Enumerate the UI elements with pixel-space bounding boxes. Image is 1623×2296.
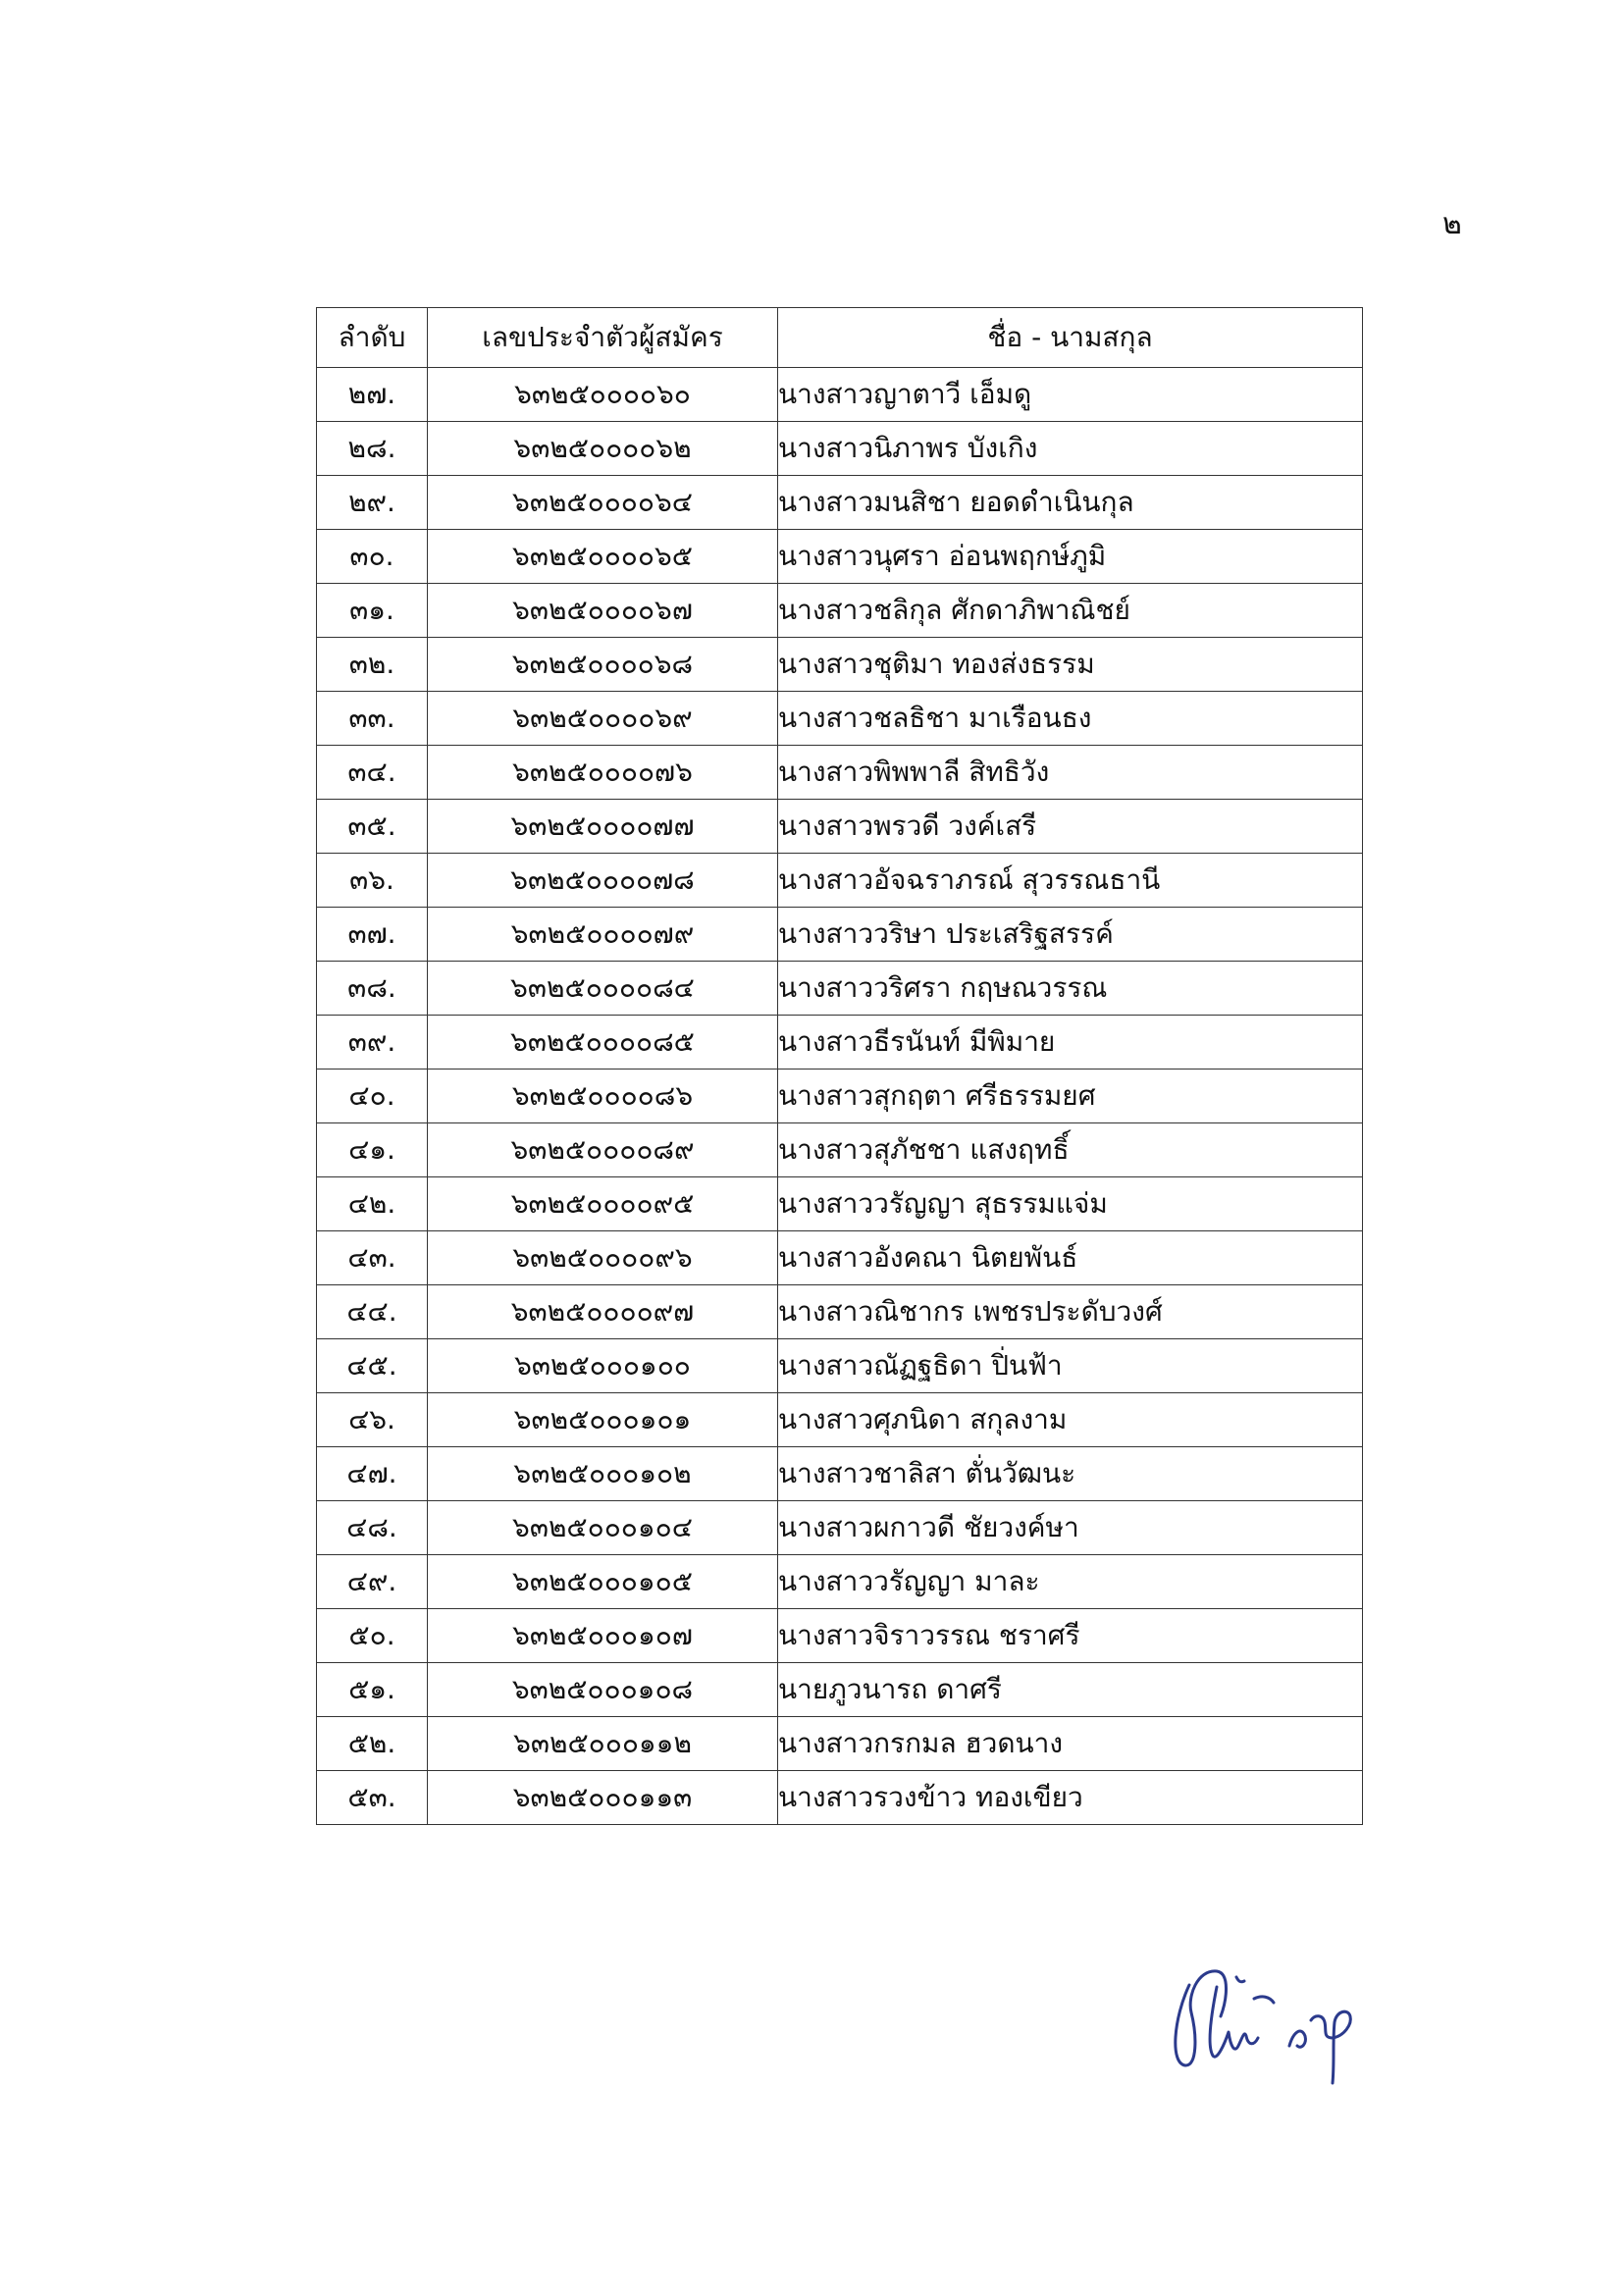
table-row	[317, 800, 1363, 854]
table-row	[317, 1663, 1363, 1717]
row-full-name-cell: นางสาวนุศรา อ่อนพฤกษ์ภูมิ	[778, 530, 1363, 584]
row-full-name-cell: นางสาวสุภัชชา แสงฤทธิ์	[778, 1123, 1363, 1177]
row-applicant-id-cell: ๖๓๒๕๐๐๐๐๗๘	[428, 854, 778, 908]
row-applicant-id-cell: ๖๓๒๕๐๐๐๐๙๕	[428, 1177, 778, 1231]
row-full-name-cell: นางสาวพิพพาลี สิทธิวัง	[778, 746, 1363, 800]
row-applicant-id-cell: ๖๓๒๕๐๐๐๑๐๗	[428, 1609, 778, 1663]
row-order-cell: ๕๓.	[317, 1771, 428, 1825]
row-applicant-id-cell: ๖๓๒๕๐๐๐๐๖๗	[428, 584, 778, 638]
row-order-cell: ๔๙.	[317, 1555, 428, 1609]
table-row	[317, 854, 1363, 908]
table-row	[317, 1447, 1363, 1501]
table-body	[317, 368, 1363, 1825]
row-full-name-cell: นางสาวจิราวรรณ ชราศรี	[778, 1609, 1363, 1663]
row-applicant-id-cell: ๖๓๒๕๐๐๐๐๗๖	[428, 746, 778, 800]
row-order-cell: ๒๗.	[317, 368, 428, 422]
table-row	[317, 584, 1363, 638]
row-applicant-id-cell: ๖๓๒๕๐๐๐๐๗๙	[428, 908, 778, 962]
row-full-name-cell: นางสาวศุภนิดา สกุลงาม	[778, 1393, 1363, 1447]
table-row	[317, 638, 1363, 692]
row-full-name-cell: นางสาวมนสิชา ยอดดำเนินกุล	[778, 476, 1363, 530]
row-full-name-cell: นางสาวอัจฉราภรณ์ สุวรรณธานี	[778, 854, 1363, 908]
row-applicant-id-cell: ๖๓๒๕๐๐๐๐๖๒	[428, 422, 778, 476]
row-order-cell: ๔๒.	[317, 1177, 428, 1231]
row-order-cell: ๔๖.	[317, 1393, 428, 1447]
row-full-name-cell: นางสาวธีรนันท์ มีพิมาย	[778, 1016, 1363, 1070]
row-full-name-cell: นางสาววริษา ประเสริฐสรรค์	[778, 908, 1363, 962]
row-applicant-id-cell: ๖๓๒๕๐๐๐๐๖๕	[428, 530, 778, 584]
row-applicant-id-cell: ๖๓๒๕๐๐๐๐๘๙	[428, 1123, 778, 1177]
row-applicant-id-cell: ๖๓๒๕๐๐๐๐๗๗	[428, 800, 778, 854]
row-order-cell: ๓๒.	[317, 638, 428, 692]
page-number: ๒	[1442, 207, 1462, 241]
row-full-name-cell: นางสาวณิชากร เพชรประดับวงศ์	[778, 1285, 1363, 1339]
row-order-cell: ๕๐.	[317, 1609, 428, 1663]
row-full-name-cell: นางสาวชลิกุล ศักดาภิพาณิชย์	[778, 584, 1363, 638]
table-row	[317, 1339, 1363, 1393]
row-order-cell: ๔๘.	[317, 1501, 428, 1555]
row-full-name-cell: นางสาววรัญญา สุธรรมแจ่ม	[778, 1177, 1363, 1231]
row-applicant-id-cell: ๖๓๒๕๐๐๐๐๖๘	[428, 638, 778, 692]
table-row	[317, 1123, 1363, 1177]
row-order-cell: ๓๘.	[317, 962, 428, 1016]
row-order-cell: ๓๖.	[317, 854, 428, 908]
row-order-cell: ๓๔.	[317, 746, 428, 800]
row-full-name-cell: นางสาวผกาวดี ชัยวงค์ษา	[778, 1501, 1363, 1555]
row-order-cell: ๕๑.	[317, 1663, 428, 1717]
table-row	[317, 530, 1363, 584]
row-applicant-id-cell: ๖๓๒๕๐๐๐๐๙๗	[428, 1285, 778, 1339]
header-full-name: ชื่อ - นามสกุล	[778, 308, 1363, 368]
signature-icon	[1168, 1948, 1384, 2095]
row-order-cell: ๓๐.	[317, 530, 428, 584]
row-full-name-cell: นางสาวณัฏฐธิดา ปิ่นฟ้า	[778, 1339, 1363, 1393]
row-full-name-cell: นางสาวสุกฤตา ศรีธรรมยศ	[778, 1070, 1363, 1123]
row-applicant-id-cell: ๖๓๒๕๐๐๐๐๖๐	[428, 368, 778, 422]
row-full-name-cell: นายภูวนารถ ดาศรี	[778, 1663, 1363, 1717]
table-header-row	[317, 308, 1363, 368]
row-order-cell: ๔๕.	[317, 1339, 428, 1393]
row-order-cell: ๓๗.	[317, 908, 428, 962]
table-row	[317, 1231, 1363, 1285]
table-row	[317, 476, 1363, 530]
row-applicant-id-cell: ๖๓๒๕๐๐๐๐๘๖	[428, 1070, 778, 1123]
row-order-cell: ๓๓.	[317, 692, 428, 746]
row-order-cell: ๔๐.	[317, 1070, 428, 1123]
table-row	[317, 1771, 1363, 1825]
table-row	[317, 1393, 1363, 1447]
row-order-cell: ๔๔.	[317, 1285, 428, 1339]
table-row	[317, 1177, 1363, 1231]
table-row	[317, 1285, 1363, 1339]
row-order-cell: ๓๑.	[317, 584, 428, 638]
table-row	[317, 746, 1363, 800]
row-applicant-id-cell: ๖๓๒๕๐๐๐๐๘๕	[428, 1016, 778, 1070]
row-applicant-id-cell: ๖๓๒๕๐๐๐๐๖๔	[428, 476, 778, 530]
row-applicant-id-cell: ๖๓๒๕๐๐๐๐๘๔	[428, 962, 778, 1016]
row-full-name-cell: นางสาวรวงข้าว ทองเขียว	[778, 1771, 1363, 1825]
table-row	[317, 1016, 1363, 1070]
row-full-name-cell: นางสาวพรวดี วงค์เสรี	[778, 800, 1363, 854]
table-row	[317, 692, 1363, 746]
row-applicant-id-cell: ๖๓๒๕๐๐๐๑๐๔	[428, 1501, 778, 1555]
row-order-cell: ๔๗.	[317, 1447, 428, 1501]
table-row	[317, 422, 1363, 476]
header-order: ลำดับ	[317, 308, 428, 368]
table-row	[317, 368, 1363, 422]
row-order-cell: ๔๑.	[317, 1123, 428, 1177]
table-row	[317, 908, 1363, 962]
row-order-cell: ๓๕.	[317, 800, 428, 854]
row-full-name-cell: นางสาวนิภาพร บังเกิง	[778, 422, 1363, 476]
row-order-cell: ๒๘.	[317, 422, 428, 476]
row-applicant-id-cell: ๖๓๒๕๐๐๐๑๐๐	[428, 1339, 778, 1393]
table-row	[317, 962, 1363, 1016]
row-full-name-cell: นางสาววรัญญา มาละ	[778, 1555, 1363, 1609]
row-order-cell: ๔๓.	[317, 1231, 428, 1285]
table-row	[317, 1555, 1363, 1609]
table-row	[317, 1070, 1363, 1123]
table-row	[317, 1501, 1363, 1555]
row-order-cell: ๒๙.	[317, 476, 428, 530]
row-order-cell: ๓๙.	[317, 1016, 428, 1070]
table-row	[317, 1609, 1363, 1663]
row-full-name-cell: นางสาวชลธิชา มาเรือนธง	[778, 692, 1363, 746]
row-full-name-cell: นางสาวญาตาวี เอ็มดู	[778, 368, 1363, 422]
row-full-name-cell: นางสาวกรกมล ฮวดนาง	[778, 1717, 1363, 1771]
row-full-name-cell: นางสาวชุติมา ทองส่งธรรม	[778, 638, 1363, 692]
row-applicant-id-cell: ๖๓๒๕๐๐๐๐๖๙	[428, 692, 778, 746]
row-order-cell: ๕๒.	[317, 1717, 428, 1771]
row-applicant-id-cell: ๖๓๒๕๐๐๐๑๐๘	[428, 1663, 778, 1717]
row-full-name-cell: นางสาวชาลิสา ตั่นวัฒนะ	[778, 1447, 1363, 1501]
row-full-name-cell: นางสาวอังคณา นิตยพันธ์	[778, 1231, 1363, 1285]
row-applicant-id-cell: ๖๓๒๕๐๐๐๐๙๖	[428, 1231, 778, 1285]
row-applicant-id-cell: ๖๓๒๕๐๐๐๑๐๕	[428, 1555, 778, 1609]
row-full-name-cell: นางสาววริศรา กฤษณวรรณ	[778, 962, 1363, 1016]
applicant-table	[316, 307, 1363, 1825]
row-applicant-id-cell: ๖๓๒๕๐๐๐๑๑๒	[428, 1717, 778, 1771]
header-applicant-id: เลขประจำตัวผู้สมัคร	[428, 308, 778, 368]
row-applicant-id-cell: ๖๓๒๕๐๐๐๑๑๓	[428, 1771, 778, 1825]
table-row	[317, 1717, 1363, 1771]
row-applicant-id-cell: ๖๓๒๕๐๐๐๑๐๒	[428, 1447, 778, 1501]
row-applicant-id-cell: ๖๓๒๕๐๐๐๑๐๑	[428, 1393, 778, 1447]
